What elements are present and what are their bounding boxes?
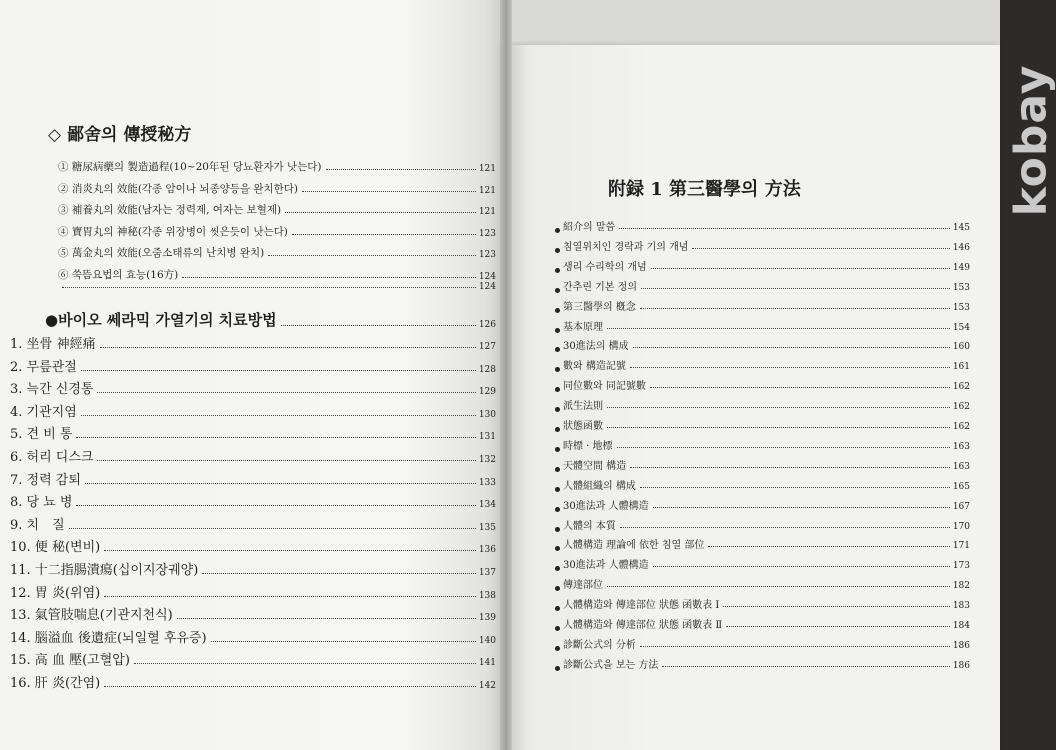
appendix-title: 附録 1 第三醫學의 方法 xyxy=(608,179,801,200)
bullet-icon xyxy=(555,606,560,611)
dot-leader xyxy=(620,527,950,528)
page-number: 170 xyxy=(952,521,970,532)
page-number: 162 xyxy=(952,402,970,413)
section2-title-row xyxy=(45,308,496,330)
toc-label: 30進法의 構成 xyxy=(563,341,629,353)
page-number: 139 xyxy=(478,613,496,624)
toc-row xyxy=(555,393,970,412)
toc-label: 診斷公式을 보는 方法 xyxy=(563,659,659,671)
bullet-icon xyxy=(555,308,560,313)
toc-label: 11. 十二指腸潰瘍(십이지장궤양) xyxy=(10,563,199,578)
toc-label: 診斷公式의 分析 xyxy=(563,639,636,651)
bullet-icon xyxy=(555,467,560,472)
toc-row xyxy=(10,671,496,691)
dot-leader xyxy=(326,169,476,170)
toc-label: 30進法과 人體構造 xyxy=(563,500,649,512)
dot-leader xyxy=(97,392,475,393)
dot-leader xyxy=(653,507,950,508)
toc-label: 7. 정력 감퇴 xyxy=(10,472,81,488)
toc-label: ① 糖尿病藥의 製造過程(10~20年된 당뇨환자가 낫는다) xyxy=(58,161,322,173)
dot-leader xyxy=(607,427,950,428)
dot-leader xyxy=(97,460,475,461)
dot-leader xyxy=(662,666,949,667)
dot-leader xyxy=(81,415,476,416)
page-number: 131 xyxy=(478,432,496,443)
bullet-icon xyxy=(555,487,560,492)
dot-leader xyxy=(76,437,475,438)
toc-label: 생리 수리학의 개념 xyxy=(563,261,647,273)
toc-label: 人體構造와 傳達部位 狀態 函數表 Ⅰ xyxy=(563,600,720,612)
dot-leader xyxy=(708,546,949,547)
dot-leader xyxy=(640,646,950,647)
toc-label: 16. 肝 炎(간염) xyxy=(10,676,101,691)
book-gutter xyxy=(500,0,512,750)
page-number: 136 xyxy=(478,545,496,556)
toc-label: 人體의 本質 xyxy=(563,520,616,532)
toc-row-extra xyxy=(58,272,496,292)
toc-label: 傳達部位 xyxy=(563,580,603,592)
page-number: 123 xyxy=(478,250,496,260)
toc-row xyxy=(555,532,970,551)
toc-row xyxy=(555,274,970,293)
bullet-icon xyxy=(555,248,560,253)
toc-row xyxy=(10,355,496,375)
page-number: 145 xyxy=(952,223,970,233)
toc-row xyxy=(10,377,496,397)
toc-row xyxy=(555,552,970,571)
toc-row xyxy=(10,648,496,668)
page-number: 132 xyxy=(478,455,496,465)
toc-label: 5. 견 비 통 xyxy=(10,427,73,443)
page-number: 184 xyxy=(952,621,970,631)
toc-label: 同位數와 同記號數 xyxy=(563,381,646,393)
toc-label: ⑥ 쑥뜸요법의 효능(16方) xyxy=(58,268,179,281)
toc-label: 狀態函數 xyxy=(563,421,603,432)
page-number: 141 xyxy=(478,658,496,669)
page-number: 135 xyxy=(478,522,496,533)
dot-leader xyxy=(651,268,950,269)
toc-row xyxy=(10,558,496,578)
dot-leader xyxy=(630,367,950,368)
toc-label: 時標 · 地標 xyxy=(563,440,613,452)
dot-leader xyxy=(607,586,950,587)
page-number: 186 xyxy=(952,660,970,671)
page-number: 140 xyxy=(478,635,496,646)
toc-label: ⑤ 萬金丸의 效能(오줌소태류의 난치병 완치) xyxy=(58,247,265,259)
toc-row xyxy=(555,453,970,472)
toc-row xyxy=(555,294,970,313)
page-number: 161 xyxy=(952,362,970,373)
toc-row xyxy=(10,535,496,555)
page-number: 138 xyxy=(478,590,496,601)
page-number: 126 xyxy=(478,320,496,330)
toc-row xyxy=(10,400,496,420)
toc-label: 8. 당 뇨 병 xyxy=(10,495,73,511)
bullet-icon xyxy=(555,527,560,532)
section2-title: ●바이오 쎄라믹 가열기의 치료방법 xyxy=(45,311,277,329)
page-number: 130 xyxy=(478,409,496,420)
bullet-icon xyxy=(555,268,560,273)
page-number: 153 xyxy=(952,302,970,313)
toc-label: 30進法과 人體構造 xyxy=(563,560,649,572)
toc-row xyxy=(10,422,496,442)
page-number: 162 xyxy=(952,422,970,432)
dot-leader xyxy=(292,234,476,235)
page-number: 124 xyxy=(478,271,496,282)
page-number: 123 xyxy=(478,228,496,239)
toc-row xyxy=(555,254,970,273)
dot-leader xyxy=(104,596,476,597)
bullet-icon xyxy=(555,586,560,591)
toc-row xyxy=(555,652,970,671)
toc-row xyxy=(10,513,496,533)
toc-row xyxy=(10,581,496,601)
dot-leader xyxy=(285,212,476,213)
bullet-icon xyxy=(555,228,560,233)
dot-leader xyxy=(630,467,950,468)
toc-row xyxy=(10,445,496,465)
bullet-icon xyxy=(555,427,560,432)
dot-leader xyxy=(81,370,476,371)
toc-row xyxy=(10,626,496,646)
dot-leader xyxy=(692,248,949,249)
dot-leader xyxy=(619,228,950,229)
page-number: 162 xyxy=(952,382,970,393)
dot-leader xyxy=(202,573,476,574)
toc-label: 침열위치인 경락과 기의 개념 xyxy=(563,241,689,253)
dot-leader xyxy=(302,191,476,192)
toc-label: ④ 寶胃丸의 神秘(각종 위장병이 씻은듯이 낫는다) xyxy=(58,225,288,238)
toc-label: 派生法則 xyxy=(563,401,603,413)
page-number: 146 xyxy=(952,242,970,253)
toc-row xyxy=(10,468,496,488)
page-number: 142 xyxy=(478,681,496,691)
page-number: 127 xyxy=(478,342,496,352)
bullet-icon xyxy=(555,367,560,372)
bullet-icon xyxy=(555,387,560,392)
toc-label: 紹介의 말씀 xyxy=(563,222,616,233)
toc-label: 第三醫學의 槪念 xyxy=(563,301,636,313)
dot-leader xyxy=(100,347,476,348)
dot-leader xyxy=(640,308,950,309)
toc-row xyxy=(555,413,970,432)
toc-label: 3. 늑간 신경통 xyxy=(10,382,94,398)
dot-leader xyxy=(726,626,950,627)
dot-leader xyxy=(268,255,476,256)
page-number: 121 xyxy=(478,207,496,217)
toc-row xyxy=(58,219,496,239)
toc-label: 6. 허리 디스크 xyxy=(10,450,94,465)
bullet-icon xyxy=(555,566,560,571)
page-number: 160 xyxy=(952,342,970,353)
toc-row xyxy=(555,632,970,651)
page-number: 183 xyxy=(952,601,970,612)
toc-row xyxy=(58,176,496,196)
toc-row xyxy=(555,214,970,233)
toc-row xyxy=(555,513,970,532)
toc-row xyxy=(555,493,970,512)
dot-leader xyxy=(650,387,950,388)
page-number: 165 xyxy=(952,481,970,492)
dot-leader xyxy=(633,347,950,348)
page-number: 149 xyxy=(952,262,970,273)
section1-title: ◇ 鄙舍의 傳授秘方 xyxy=(48,125,192,145)
toc-label: ② 消炎丸의 效能(각종 암이나 뇌종양등을 완치한다) xyxy=(58,182,299,195)
toc-row xyxy=(10,332,496,352)
dot-leader xyxy=(653,566,950,567)
bullet-icon xyxy=(555,546,560,551)
toc-row xyxy=(10,490,496,510)
toc-label: 4. 기관지염 xyxy=(10,404,77,420)
page-number: 167 xyxy=(952,501,970,512)
page-number: 173 xyxy=(952,561,970,572)
dot-leader xyxy=(104,550,476,551)
bullet-icon xyxy=(555,447,560,452)
bullet-icon xyxy=(555,507,560,512)
page-number: 171 xyxy=(952,541,970,552)
dot-leader xyxy=(76,505,475,506)
toc-row xyxy=(555,592,970,611)
toc-row xyxy=(555,353,970,372)
bullet-icon xyxy=(555,666,560,671)
dot-leader xyxy=(104,686,476,687)
toc-row xyxy=(555,373,970,392)
bullet-icon xyxy=(555,328,560,333)
dot-leader xyxy=(69,528,476,529)
watermark: kobay xyxy=(1005,64,1056,217)
toc-label: 간추린 기본 정의 xyxy=(563,281,637,293)
dot-leader xyxy=(211,641,476,642)
page-number: 182 xyxy=(952,581,970,592)
page-number: 154 xyxy=(952,322,970,333)
toc-label: 10. 便 秘(변비) xyxy=(10,540,101,556)
toc-label: 人體構造 理論에 依한 침열 部位 xyxy=(563,540,705,552)
dot-leader xyxy=(641,288,950,289)
bullet-icon xyxy=(555,347,560,352)
toc-label: ③ 補養丸의 效能(남자는 정력제, 여자는 보혈제) xyxy=(58,204,282,216)
bullet-icon xyxy=(555,626,560,631)
toc-row xyxy=(58,154,496,174)
dot-leader xyxy=(607,328,950,329)
dot-leader xyxy=(617,447,950,448)
page-number: 121 xyxy=(478,185,496,196)
dot-leader xyxy=(177,618,476,619)
page-number: 129 xyxy=(478,387,496,398)
bullet-icon xyxy=(555,288,560,293)
page-number: 137 xyxy=(478,568,496,578)
toc-label: 13. 氣管肢喘息(기관지천식) xyxy=(10,608,173,624)
toc-row xyxy=(58,240,496,260)
toc-row xyxy=(555,234,970,253)
toc-label: 1. 坐骨 神經痛 xyxy=(10,337,96,352)
toc-label: 基本原理 xyxy=(563,321,603,333)
toc-label: 14. 腦溢血 後遺症(뇌일혈 후유증) xyxy=(10,630,207,646)
toc-row xyxy=(555,314,970,333)
toc-row xyxy=(555,333,970,352)
toc-row xyxy=(58,197,496,217)
dot-leader xyxy=(607,407,950,408)
page-number: 121 xyxy=(478,164,496,174)
page-number: 153 xyxy=(952,282,970,293)
dot-leader xyxy=(134,663,476,664)
toc-row xyxy=(555,612,970,631)
toc-label: 數와 構造記號 xyxy=(563,361,626,373)
dot-leader xyxy=(640,487,950,488)
page-number: 133 xyxy=(478,477,496,488)
toc-row xyxy=(555,433,970,452)
page-number: 163 xyxy=(952,441,970,452)
page-number: 134 xyxy=(478,500,496,511)
toc-label: 12. 胃 炎(위염) xyxy=(10,585,101,601)
page-number: 186 xyxy=(952,640,970,651)
toc-label: 2. 무릎관절 xyxy=(10,359,77,375)
page-number: 124 xyxy=(478,282,496,292)
toc-label: 天體空間 構造 xyxy=(563,460,627,472)
toc-row xyxy=(555,473,970,492)
toc-label: 人體構造와 傳達部位 狀態 函數表 Ⅱ xyxy=(563,620,723,631)
toc-label: 人體組織의 構成 xyxy=(563,480,636,492)
toc-label: 15. 高 血 壓(고혈압) xyxy=(10,653,130,669)
dot-leader xyxy=(85,483,476,484)
toc-label: 9. 치 질 xyxy=(10,517,65,533)
toc-row xyxy=(10,603,496,623)
dot-leader xyxy=(723,606,949,607)
bullet-icon xyxy=(555,646,560,651)
page-number: 163 xyxy=(952,461,970,472)
bullet-icon xyxy=(555,407,560,412)
page-number: 128 xyxy=(478,364,496,375)
toc-row xyxy=(555,572,970,591)
